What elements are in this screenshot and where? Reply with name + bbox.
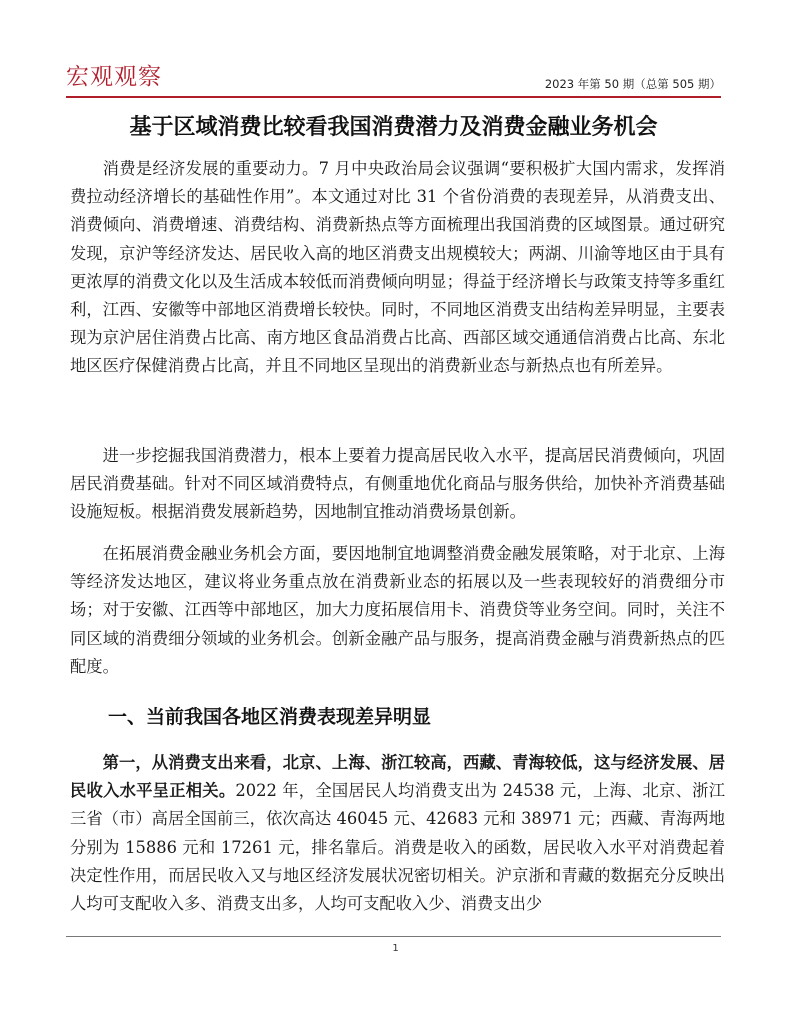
- page-title: 基于区域消费比较看我国消费潜力及消费金融业务机会: [129, 115, 658, 140]
- section1-lead: 第一，从消费支出来看，北京、上海、浙江较高，西藏、青海较低，这与经济发展、居民收入水平呈正相关。: [70, 753, 725, 801]
- footer-divider: [66, 936, 721, 937]
- section1-body: 2022 年，全国居民人均消费支出为 24538 元，上海、北京、浙江三省（市）高居全国前三，依次高达 46045 元、42683 元和 38971 元；西藏、青海两地分别为 15886 元和 17261 元，排名靠后。消费是收入的函数，居民收入水平对消费起着决定性作用，而居民收入又与地区经济发展状况密切相关。沪京浙和青藏的数据充分反映出人均可支配收入多、消费支出多，人均可支配收入少、消费支出少: [70, 781, 725, 914]
- report-series-title: 宏观观察: [66, 64, 162, 90]
- page-number: 1: [392, 943, 399, 954]
- issue-number: 2023 年第 50 期（总第 505 期）: [544, 77, 721, 91]
- paragraph-section1: [70, 749, 725, 918]
- header-divider: [66, 96, 721, 98]
- paragraph-business: 在拓展消费金融业务机会方面，要因地制宜地调整消费金融发展策略，对于北京、上海等经济发达地区，建议将业务重点放在消费新业态的拓展以及一些表现较好的消费细分市场；对于安徽、江西等中部地区，加大力度拓展信用卡、消费贷等业务空间。同时，关注不同区域的消费细分领域的业务机会。创新金融产品与服务，提高消费金融与消费新热点的匹配度。: [70, 544, 725, 676]
- paragraph-potential: 进一步挖掘我国消费潜力，根本上要着力提高居民收入水平，提高居民消费倾向，巩固居民消费基础。针对不同区域消费特点，有侧重地优化商品与服务供给，加快补齐消费基础设施短板。根据消费发展新趋势，因地制宜推动消费场景创新。: [70, 446, 725, 522]
- section-heading: 一、当前我国各地区消费表现差异明显: [108, 706, 432, 728]
- paragraph-intro: 消费是经济发展的重要动力。7 月中央政治局会议强调“要积极扩大国内需求，发挥消费拉动经济增长的基础性作用”。本文通过对比 31 个省份消费的表现差异，从消费支出、消费倾向、消费增速、消费结构、消费新热点等方面梳理出我国消费的区域图景。通过研究发现，京沪等经济发达、居民收入高的地区消费支出规模较大；两湖、川渝等地区由于具有更浓厚的消费文化以及生活成本较低而消费倾向明显；得益于经济增长与政策支持等多重红利，江西、安徽等中部地区消费增长较快。同时，不同地区消费支出结构差异明显，主要表现为京沪居住消费占比高、南方地区食品消费占比高、西部区域交通通信消费占比高、东北地区医疗保健消费占比高，并且不同地区呈现出的消费新业态与新热点也有所差异。: [70, 159, 725, 376]
